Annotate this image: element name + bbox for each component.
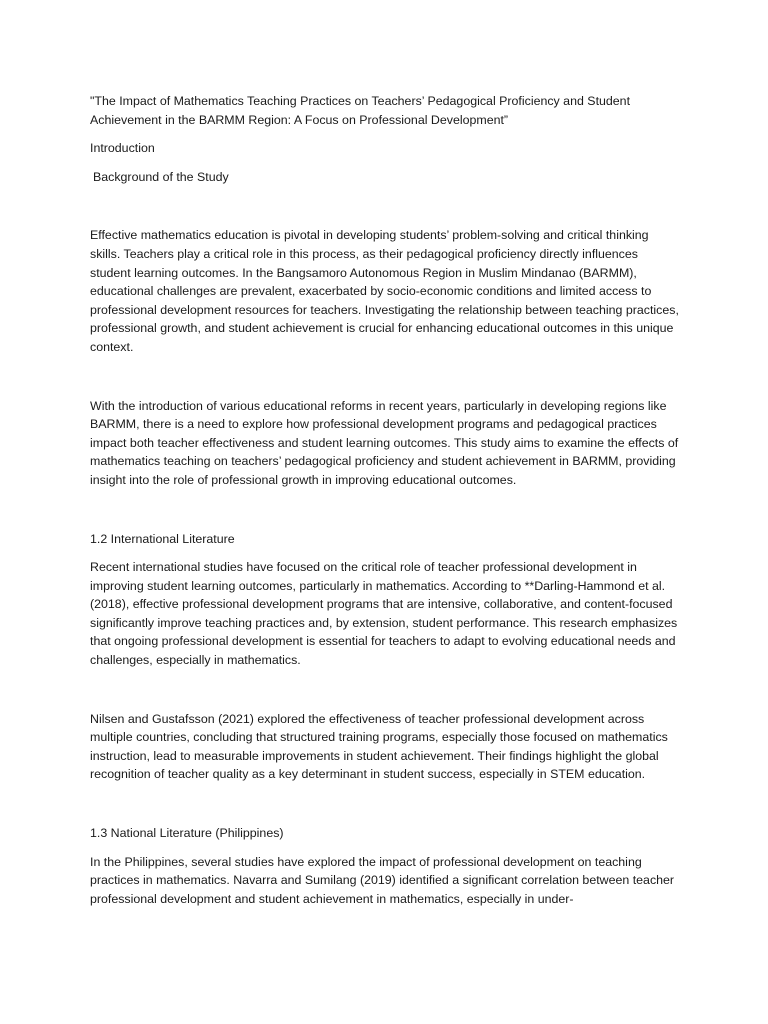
document-title: "The Impact of Mathematics Teaching Practices on Teachers’ Pedagogical Proficiency and Student Achievement in the BARMM Region: A Focus on Professional Development” — [90, 94, 631, 127]
introduction-heading: Introduction — [90, 141, 155, 156]
international-paragraph-1: Recent international studies have focused on the critical role of teacher professional development in improving student learning outcomes, particularly in mathematics. According to **Darling-Hammond et al. (2018), effective professional development programs that are intensive, collaborative, and content-focused significantly improve teaching practices and, by extension, student performance. This research emphasizes that ongoing professional development is essential for teachers to adapt to evolving educational needs and challenges, especially in mathematics. — [90, 560, 678, 668]
international-paragraph-2: Nilsen and Gustafsson (2021) explored the effectiveness of teacher professional development across multiple countries, concluding that structured training programs, especially those focused on mathematics instruction, lead to measurable improvements in student achievement. Their findings highlight the global recognition of teacher quality as a key determinant in student success, especially in STEM education. — [90, 711, 668, 782]
national-paragraph-1: In the Philippines, several studies have explored the impact of professional development on teaching practices in mathematics. Navarra and Sumilang (2019) identified a significant correlation between teacher professional development and student achievement in mathematics, especially in under- — [90, 854, 675, 906]
background-heading: Background of the Study — [93, 169, 229, 184]
international-literature-heading: 1.2 International Literature — [90, 531, 235, 546]
national-literature-heading: 1.3 National Literature (Philippines) — [90, 826, 284, 841]
document-body — [90, 92, 682, 948]
background-paragraph-1: Effective mathematics education is pivotal in developing students’ problem-solving and critical thinking skills. Teachers play a critical role in this process, as their pedagogical proficiency directly influences student learning outcomes. In the Bangsamoro Autonomous Region in Muslim Mindanao (BARMM), educational challenges are prevalent, exacerbated by socio-economic conditions and limited access to professional development resources for teachers. Investigating the relationship between teaching practices, professional growth, and student achievement is crucial for enhancing educational outcomes in this unique context. — [90, 228, 679, 354]
background-paragraph-2: With the introduction of various educational reforms in recent years, particularly in developing regions like BARMM, there is a need to explore how professional development programs and pedagogical practices impact both teacher effectiveness and student learning outcomes. This study aims to examine the effects of mathematics teaching on teachers’ pedagogical proficiency and student achievement in BARMM, providing insight into the role of professional growth in improving educational outcomes. — [90, 398, 679, 487]
